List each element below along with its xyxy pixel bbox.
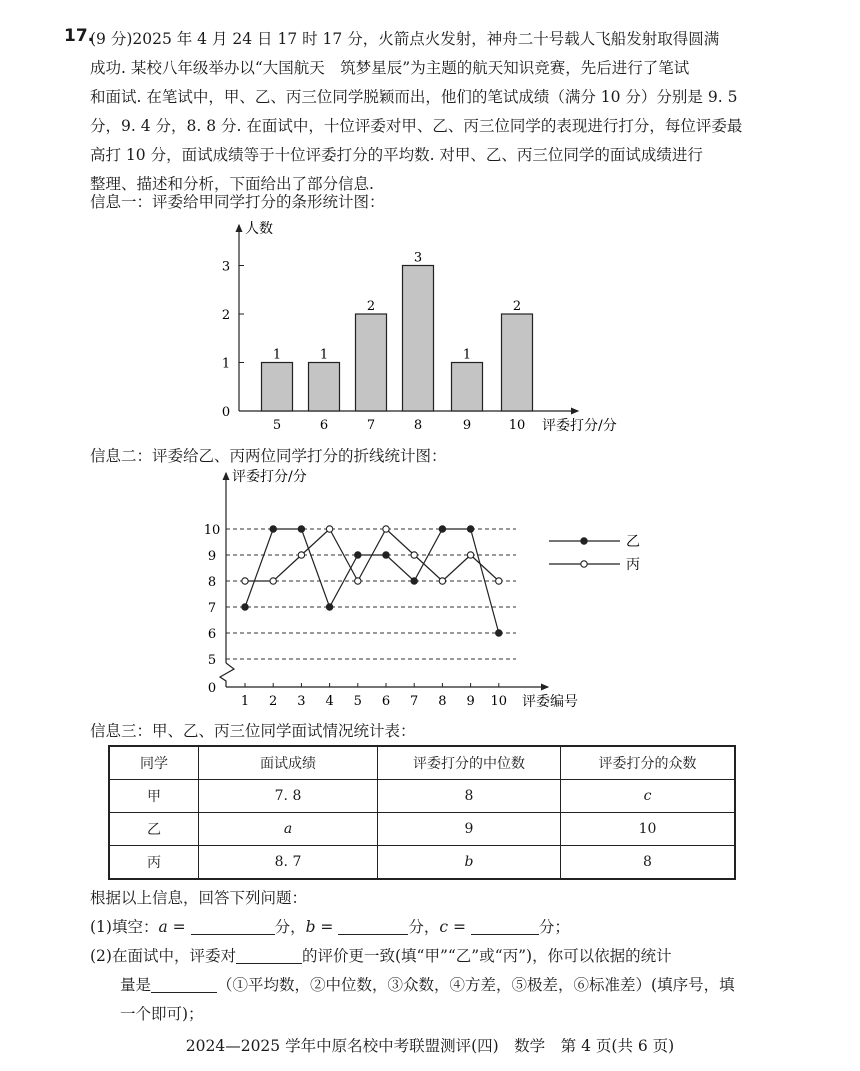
y-axis-label: 评委打分/分 <box>232 469 307 485</box>
data-point <box>355 578 361 584</box>
data-point <box>496 630 502 636</box>
data-point <box>270 526 276 532</box>
question-number: 17. <box>64 26 95 46</box>
table-cell: 8 <box>378 780 561 813</box>
stats-table <box>108 745 736 880</box>
table-cell: 7. 8 <box>199 780 378 813</box>
question-stem <box>90 25 756 199</box>
y-tick-label: 5 <box>207 653 217 668</box>
x-tick-label: 5 <box>353 694 362 709</box>
data-point <box>439 526 445 532</box>
table-cell: c <box>561 780 736 813</box>
data-point <box>242 578 248 584</box>
table-row <box>109 846 735 880</box>
table-cell: 8. 7 <box>199 846 378 880</box>
bar-data-label: 1 <box>272 347 282 363</box>
y-tick-label: 2 <box>221 308 231 323</box>
table-cell: 9 <box>378 813 561 846</box>
q2-text: （①平均数，②中位数，③众数，④方差，⑤极差，⑥标准差）(填序号，填 <box>217 976 735 994</box>
bar <box>403 266 434 412</box>
bar-data-label: 1 <box>462 347 472 363</box>
q1-a-label: a = <box>158 918 186 936</box>
x-tick-label: 7 <box>410 694 419 709</box>
x-tick-label: 10 <box>490 694 508 709</box>
table-cell: a <box>199 813 378 846</box>
x-axis-label: 评委打分/分 <box>542 418 617 434</box>
x-axis-label: 评委编号 <box>522 694 578 710</box>
table-row <box>109 813 735 846</box>
sub-questions <box>90 884 760 1029</box>
q1-b-blank[interactable] <box>338 916 408 935</box>
bar <box>262 363 293 412</box>
stem-line: 分，9. 4 分，8. 8 分. 在面试中，十位评委对甲、乙、丙三位同学的表现进行打分，每位评委最 <box>90 117 743 135</box>
table-cell: 8 <box>561 846 736 880</box>
data-point <box>467 552 473 558</box>
stem-line: 和面试. 在笔试中，甲、乙、丙三位同学脱颖而出，他们的笔试成绩（满分 10 分）分别是 9. 5 <box>90 88 738 106</box>
info3-label: 信息三：甲、乙、丙三位同学面试情况统计表： <box>90 722 416 740</box>
table-header-cell: 评委打分的中位数 <box>378 746 561 780</box>
x-tick-label: 9 <box>466 694 475 709</box>
q2-blank-1[interactable] <box>236 945 302 964</box>
y-tick-label: 9 <box>207 549 217 564</box>
bar <box>452 363 483 412</box>
y-tick-label: 3 <box>221 259 231 275</box>
page-footer: 2024—2025 学年中原名校中考联盟测评(四) 数学 第 4 页(共 6 页) <box>185 1037 675 1055</box>
y-tick-label: 8 <box>207 575 217 590</box>
table-row <box>109 780 735 813</box>
legend-label: 乙 <box>626 534 640 550</box>
data-point <box>270 578 276 584</box>
q1-c-blank[interactable] <box>471 916 539 935</box>
x-tick-label: 3 <box>297 694 306 709</box>
data-point <box>496 578 502 584</box>
q1-b-label: b = <box>305 918 334 936</box>
x-tick-label: 10 <box>508 418 526 433</box>
question-2-cont <box>90 971 760 1000</box>
info1-label: 信息一：评委给甲同学打分的条形统计图： <box>90 193 385 211</box>
line-chart <box>0 465 860 715</box>
questions-intro: 根据以上信息，回答下列问题： <box>90 889 308 907</box>
table-cell: 10 <box>561 813 736 846</box>
q1-unit: 分； <box>538 918 570 936</box>
data-point <box>298 526 304 532</box>
q1-unit: 分， <box>408 918 440 936</box>
legend-marker <box>581 538 587 544</box>
table-cell: 丙 <box>109 846 199 880</box>
x-tick-label: 1 <box>240 694 250 709</box>
axis-break <box>220 663 234 687</box>
question-2 <box>90 942 760 971</box>
table-header-cell: 面试成绩 <box>199 746 378 780</box>
x-tick-label: 6 <box>319 418 329 433</box>
y-tick-label: 1 <box>221 356 231 372</box>
question-1 <box>90 913 760 942</box>
data-point <box>383 526 389 532</box>
q2-blank-2[interactable] <box>151 974 217 993</box>
bar-data-label: 3 <box>413 250 423 266</box>
bar <box>356 314 387 411</box>
table-cell: 甲 <box>109 780 199 813</box>
stem-line: 成功. 某校八年级举办以“大国航天 筑梦星辰”为主题的航天知识竞赛，先后进行了笔试 <box>90 59 690 77</box>
table-header-cell: 同学 <box>109 746 199 780</box>
legend-marker <box>581 561 587 567</box>
table-header-cell: 评委打分的众数 <box>561 746 736 780</box>
x-tick-label: 9 <box>462 418 472 433</box>
y-axis-label: 人数 <box>245 221 273 237</box>
x-tick-label: 7 <box>366 418 376 433</box>
q2-text: 量是 <box>120 976 152 994</box>
data-point <box>326 526 332 532</box>
stem-line: (9 分)2025 年 4 月 24 日 17 时 17 分，火箭点火发射，神舟二十号载人飞船发射取得圆满 <box>90 30 720 48</box>
x-tick-label: 5 <box>272 418 282 433</box>
y-tick-label: 6 <box>207 627 217 642</box>
q1-prefix: (1)填空： <box>90 918 159 936</box>
x-tick-label: 8 <box>413 418 423 433</box>
legend-label: 丙 <box>626 557 640 573</box>
bar-chart <box>0 215 860 445</box>
stem-line: 整理、描述和分析，下面给出了部分信息. <box>90 175 374 193</box>
info2-label: 信息二：评委给乙、丙两位同学打分的折线统计图： <box>90 447 447 465</box>
data-point <box>383 552 389 558</box>
x-tick-label: 2 <box>269 694 278 709</box>
x-tick-label: 4 <box>325 694 334 709</box>
table-cell: 乙 <box>109 813 199 846</box>
data-point <box>439 578 445 584</box>
q2-text: (2)在面试中，评委对 <box>90 947 236 965</box>
q1-a-blank[interactable] <box>191 916 275 935</box>
data-point <box>411 552 417 558</box>
bar-data-label: 2 <box>366 299 376 314</box>
question-2-end: 一个即可)； <box>120 1005 204 1023</box>
stem-line: 高打 10 分，面试成绩等于十位评委打分的平均数. 对甲、乙、丙三位同学的面试成绩进行 <box>90 146 703 164</box>
x-tick-label: 6 <box>381 694 391 709</box>
data-point <box>298 552 304 558</box>
y-tick-label: 10 <box>203 523 221 538</box>
data-point <box>242 604 248 610</box>
q2-text: 的评价更一致(填“甲”“乙”或“丙”)，你可以依据的统计 <box>301 947 672 965</box>
x-tick-label: 8 <box>438 694 447 709</box>
q1-unit: 分， <box>274 918 306 936</box>
table-header-row <box>109 746 735 780</box>
bar <box>309 363 340 412</box>
y-tick-label: 7 <box>207 601 217 616</box>
bar-data-label: 1 <box>319 347 329 363</box>
origin-label: 0 <box>207 681 217 696</box>
y-tick-label: 0 <box>221 405 231 420</box>
data-point <box>467 526 473 532</box>
bar <box>502 314 533 411</box>
data-point <box>355 552 361 558</box>
bar-data-label: 2 <box>512 299 522 314</box>
q1-c-label: c = <box>439 918 466 936</box>
data-point <box>326 604 332 610</box>
data-point <box>411 578 417 584</box>
table-cell: b <box>378 846 561 880</box>
